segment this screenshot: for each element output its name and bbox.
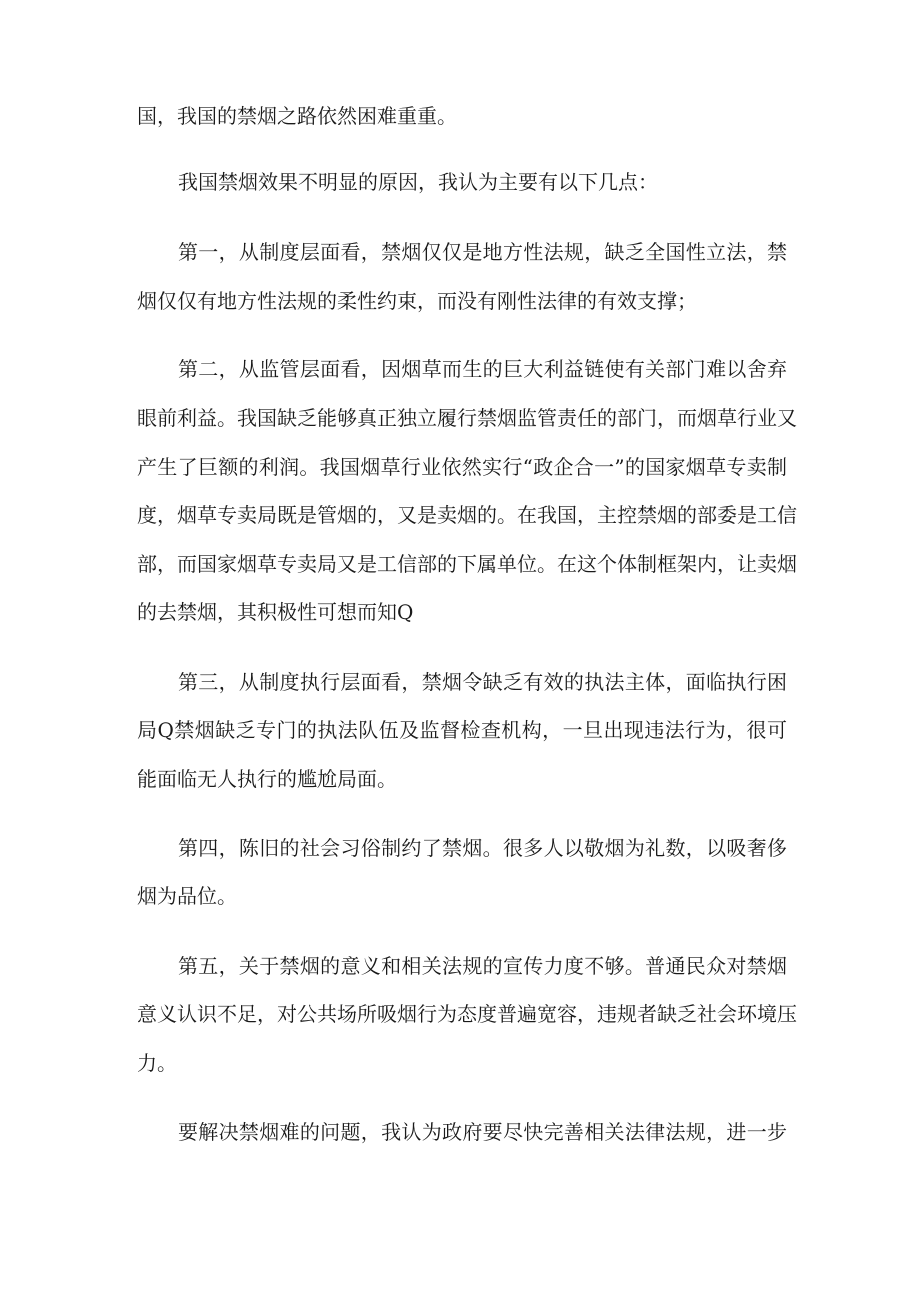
text-line: 要解决禁烟难的问题，我认为政府要尽快完善相关法律法规，进一步 bbox=[178, 1120, 787, 1144]
text-line: 眼前利益。我国缺乏能够真正独立履行禁烟监管责任的部门，而烟草行业又 bbox=[137, 406, 797, 430]
text-line: 能面临无人执行的尴尬局面。 bbox=[137, 767, 397, 791]
text-line: 度，烟草专卖局既是管烟的，又是卖烟的。在我国，主控禁烟的部委是工信 bbox=[137, 503, 797, 527]
text-line: 局Q禁烟缺乏专门的执法队伍及监督检查机构，一旦出现违法行为，很可 bbox=[137, 718, 787, 742]
text-line: 第三，从制度执行层面看，禁烟令缺乏有效的执法主体，面临执行困 bbox=[178, 670, 787, 694]
text-line: 第五，关于禁烟的意义和相关法规的宣传力度不够。普通民众对禁烟 bbox=[178, 954, 787, 978]
text-line: 的去禁烟，其积极性可想而知Q bbox=[137, 600, 414, 624]
text-line: 第二，从监管层面看，因烟草而生的巨大利益链使有关部门难以舍弃 bbox=[178, 357, 787, 381]
text-line: 烟仅仅有地方性法规的柔性约束，而没有刚性法律的有效支撑； bbox=[137, 289, 697, 313]
text-line: 第一，从制度层面看，禁烟仅仅是地方性法规，缺乏全国性立法，禁 bbox=[178, 240, 787, 264]
text-line: 力。 bbox=[137, 1051, 177, 1075]
text-line: 部，而国家烟草专卖局又是工信部的下属单位。在这个体制框架内，让卖烟 bbox=[137, 552, 797, 576]
text-line: 意义认识不足，对公共场所吸烟行为态度普遍宽容，违规者缺乏社会环境压 bbox=[137, 1002, 797, 1026]
text-line: 我国禁烟效果不明显的原因，我认为主要有以下几点： bbox=[178, 170, 658, 194]
text-line: 产生了巨额的利润。我国烟草行业依然实行“政企合一”的国家烟草专卖制 bbox=[137, 455, 787, 479]
text-line: 烟为品位。 bbox=[137, 884, 237, 908]
text-line: 第四，陈旧的社会习俗制约了禁烟。很多人以敬烟为礼数，以吸奢侈 bbox=[178, 836, 787, 860]
text-line: 国，我国的禁烟之路依然困难重重。 bbox=[137, 104, 457, 128]
